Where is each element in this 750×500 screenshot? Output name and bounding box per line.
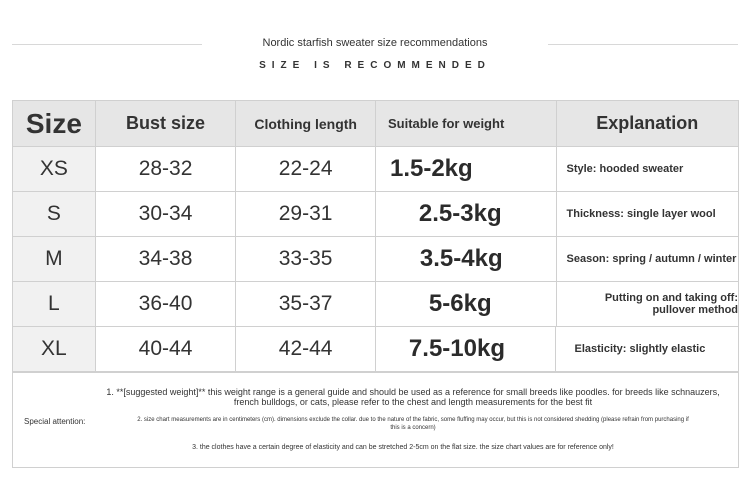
length-cell: 33-35: [236, 237, 376, 281]
header-explanation: Explanation: [596, 113, 699, 133]
table-row: [13, 192, 738, 237]
bust-cell: 34-38: [96, 237, 237, 281]
table-row: [13, 237, 738, 282]
size-cell: M: [13, 237, 96, 281]
weight-cell: 3.5-4kg: [376, 237, 557, 281]
header-suitable-weight: Suitable for weight: [376, 101, 557, 146]
size-cell: XL: [13, 327, 96, 371]
page-header: [0, 30, 750, 80]
bust-cell: 40-44: [96, 327, 237, 371]
table-row: [13, 327, 738, 372]
size-cell: XS: [13, 147, 96, 191]
length-cell: 42-44: [236, 327, 376, 371]
bust-cell: 28-32: [96, 147, 237, 191]
size-table: [12, 100, 739, 373]
bust-cell: 30-34: [96, 192, 237, 236]
weight-cell: 5-6kg: [376, 282, 557, 326]
explanation-cell: Style: hooded sweater: [566, 163, 684, 175]
length-cell: 35-37: [236, 282, 376, 326]
note-elasticity: 3. the clothes have a certain degree of elasticity and can be stretched 2-5cm on the flat size. the size chart values are for reference only!: [192, 444, 614, 451]
note-measurements: 2. size chart measurements are in centimeters (cm). dimensions exclude the collar. due to the nature of the fabric, some fluffing may occur, but this is not considered shedding (please refrain from purchasing if this is a concern): [137, 417, 689, 431]
header-clothing-length: Clothing length: [236, 101, 376, 146]
divider-right: [548, 44, 738, 45]
header-size: Size: [13, 101, 96, 146]
explanation-cell: Putting on and taking off: pullover method: [604, 292, 739, 316]
table-header-row: [13, 101, 738, 147]
special-attention-label: Special attention:: [24, 417, 86, 426]
explanation-cell: Elasticity: slightly elastic: [574, 343, 706, 355]
weight-cell: 2.5-3kg: [376, 192, 557, 236]
length-cell: 22-24: [236, 147, 376, 191]
table-row: [13, 147, 738, 192]
header-bust-size: Bust size: [96, 101, 237, 146]
weight-cell: 7.5-10kg: [376, 327, 557, 371]
weight-cell: 1.5-2kg: [376, 147, 557, 191]
note-suggested-weight: 1. **[suggested weight]** this weight range is a general guide and should be used as a reference for small breeds like poodles. for breeds like schnauzers, french bulldogs, or cats, please refer to the chest and length measurements for the best fit: [106, 387, 720, 407]
explanation-cell: Season: spring / autumn / winter: [566, 253, 737, 265]
explanation-cell: Thickness: single layer wool: [566, 208, 716, 220]
bust-cell: 36-40: [96, 282, 237, 326]
page-title: Nordic starfish sweater size recommendations: [262, 37, 488, 49]
size-cell: L: [13, 282, 96, 326]
length-cell: 29-31: [236, 192, 376, 236]
page-subtitle: SIZE IS RECOMMENDED: [259, 60, 491, 71]
special-attention-notes: [12, 372, 739, 468]
size-cell: S: [13, 192, 96, 236]
table-row: [13, 282, 738, 327]
